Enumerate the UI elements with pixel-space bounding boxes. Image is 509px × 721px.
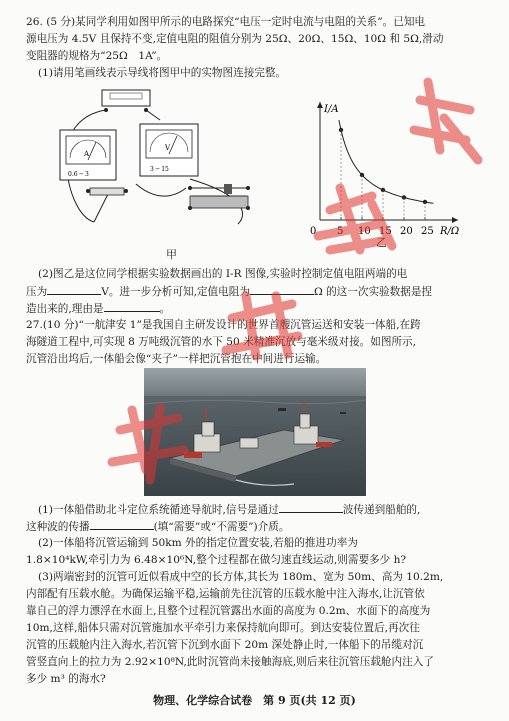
q27-sub2-line2: 1.8×10⁴kW,牵引力为 6.48×10⁶N,整个过程都在做匀速直线运动,则需要多少 h? [26, 554, 407, 566]
q26-sub2-text-a: 压为 [26, 286, 48, 298]
ammeter [60, 130, 116, 180]
q27-sub2-line1: (2)一体船将沉管运输到 50km 外的指定位置安装,若船的推进功率为 [38, 537, 358, 549]
q26-sub2-line2 [26, 283, 488, 302]
q27-sub1-text-b: 波传递到船舶的, [342, 504, 421, 516]
q27-sub1-text-d: (填“需要”或“不需要”)介质。 [153, 521, 290, 533]
q27-sub1-line1 [26, 501, 488, 520]
q27-sub3-line5: 沉管的压载舱内注入海水,若沉管下沉到水面下 20m 深处静止时,一体船下的吊缆对沉 [26, 639, 424, 651]
sliding-rheostat [188, 184, 250, 210]
x-axis-label: R/Ω [440, 226, 460, 237]
q26-sub1: (1)请用笔画线表示导线将图甲中的实物图连接完整。 [38, 67, 287, 79]
q27-sub1-text-c: 这种波的传播 [26, 521, 90, 533]
caption-yi: 乙 [376, 236, 387, 249]
voltmeter-symbol: V [165, 144, 171, 152]
i-r-graph [296, 92, 466, 242]
i-r-curve [339, 120, 434, 203]
x-tick-label-5: 5 [337, 226, 344, 237]
battery-box [102, 90, 150, 112]
q27-sub3-line3: 靠自己的浮力漂浮在水面上,且整个过程沉管露出水面的高度为 0.2m、水面下的高度为 [26, 605, 431, 617]
q27-sub3-line6: 管竖直向上的拉力为 2.92×10⁸N,此时沉管尚未接触海底,则后来往沉管压载舱内注入了 [26, 656, 434, 668]
q26-line1: 26. (5 分)某同学利用如图甲所示的电路探究“电压一定时电流与电阻的关系”。已知电 [26, 16, 426, 28]
q27-sub3-line2: 内部配有压载水舱。为确保运输平稳,运输前先往沉管的压载水舱中注入海水,让沉管依 [26, 588, 425, 600]
q27-line3: 沉管沿出坞后,一体船会像“夹子”一样把沉管抱在中间进行运输。 [26, 353, 327, 365]
q27-line1: 27.(10 分)“一航津安 1”是我国自主研发设计的世界首艘沉管运送和安装一体船,在跨 [26, 319, 421, 331]
ship-photo [144, 368, 366, 496]
voltmeter [140, 124, 198, 176]
voltmeter-terminals: 3 ─ 15 [150, 166, 169, 173]
q27-sub1-text-a: (1)一体船借助北斗定位系统循迹导航时,信号是通过 [38, 504, 279, 516]
x-tick-label-15: 15 [379, 226, 392, 237]
answer-blank-reason[interactable] [104, 300, 160, 312]
y-axis-arrow [317, 102, 323, 108]
answer-blank-resistance[interactable] [250, 283, 314, 295]
q26-line3: 变阻器的规格为“25Ω 1A”。 [26, 50, 168, 62]
page-footer: 物理、化学综合试卷 第 9 页(共 12 页) [153, 694, 356, 707]
ammeter-terminals: 0.6 ─ 3 [68, 171, 89, 178]
x-tick-label-25: 25 [421, 226, 434, 237]
q26-sub2-text-c: Ω 的这一次实验数据是捏 [313, 286, 433, 298]
fixed-resistor [86, 188, 128, 195]
q26-sub2-reason-label: 造出来的,理由是 [26, 303, 104, 315]
answer-blank-medium[interactable] [90, 518, 154, 530]
x-tick-label-20: 20 [400, 226, 413, 237]
answer-blank-voltage[interactable] [47, 283, 101, 295]
q27-line2: 海隧道工程中,可实现 8 万吨级沉管的水下 50 米精准沉放与毫米级对接。如图所示, [26, 336, 417, 348]
q27-sub3-line1: (3)两端密封的沉管可近似看成中空的长方体,其长为 180m、宽为 50m、高为 10.2m, [38, 571, 444, 583]
circuit-figure [40, 84, 310, 244]
x-tick-label-10: 10 [358, 226, 371, 237]
origin-label: 0 [310, 226, 317, 237]
q27-sub1-line2 [26, 518, 488, 537]
q26-sub2-reason-end: 。 [159, 303, 171, 315]
ammeter-symbol: A [84, 150, 90, 158]
caption-jia: 甲 [166, 248, 177, 261]
x-axis-arrow [452, 217, 458, 223]
q27-sub3-line4: 10m,这样,船体只需对沉管施加水平牵引力来保持航向即可。到达安装位置后,再次往 [26, 622, 420, 634]
q26-sub2-line3 [26, 300, 488, 319]
y-axis-label: I/A [324, 104, 339, 115]
q26-line2: 源电压为 4.5V 且保持不变,定值电阻的阻值分别为 25Ω、20Ω、15Ω、10Ω 和 5Ω,滑动 [26, 33, 444, 45]
answer-blank-wave[interactable] [279, 501, 343, 513]
q26-sub2-text-b: V。进一步分析可知,定值电阻为 [101, 286, 250, 298]
q26-sub2-line1: (2)图乙是这位同学根据实验数据画出的 I-R 图像,实验时控制定值电阻两端的电 [38, 268, 408, 280]
q27-sub3-line7: 多少 m³ 的海水? [26, 673, 106, 685]
